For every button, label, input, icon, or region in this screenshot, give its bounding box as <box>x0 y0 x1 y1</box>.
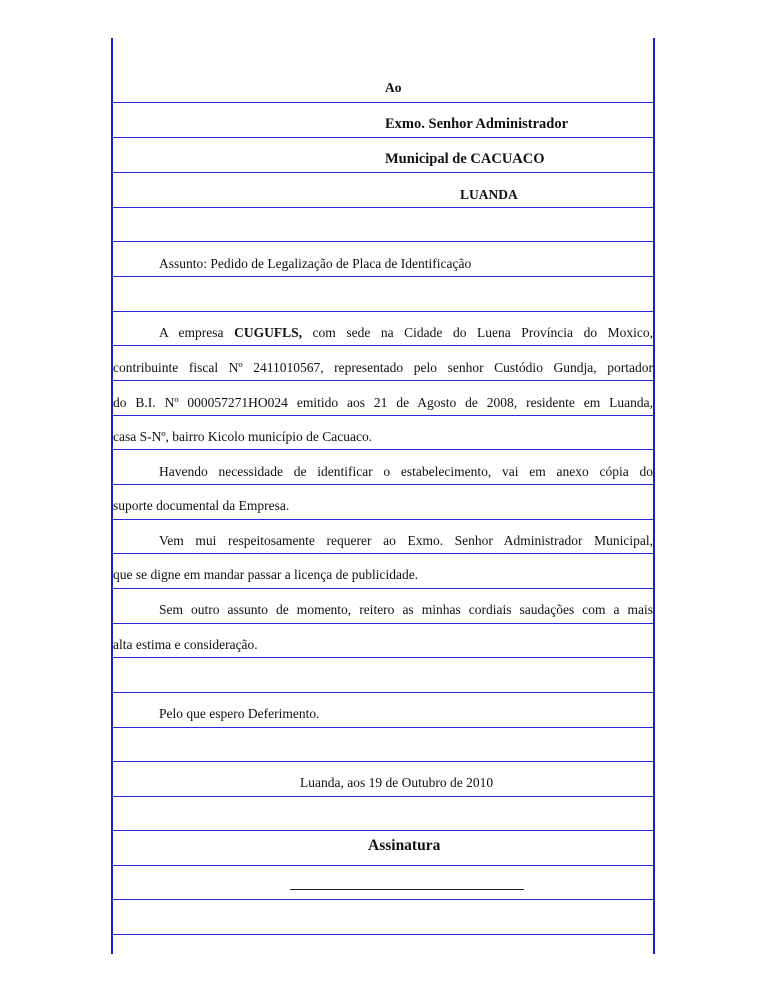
header-municipality: Municipal de CACUACO <box>385 151 545 167</box>
ruled-line <box>112 934 654 935</box>
company-name: CUGUFLS, <box>234 325 302 340</box>
paragraph-3-line-1: Vem mui respeitosamente requerer ao Exmo. Senhor Administrador Municipal, <box>159 533 653 548</box>
ruled-line <box>112 830 654 831</box>
paragraph-3-line-2: que se digne em mandar passar a licença de publicidade. <box>113 567 419 582</box>
ruled-line <box>112 137 654 138</box>
paragraph-2-line-2: suporte documental da Empresa. <box>113 498 290 513</box>
header-city: LUANDA <box>460 187 518 202</box>
signature-label: Assinatura <box>368 837 441 854</box>
paragraph-1-line-1 <box>159 325 653 341</box>
ruled-line <box>112 241 654 242</box>
paragraph-1-line-2: contribuinte fiscal Nº 2411010567, representado pelo senhor Custódio Gundja, portador <box>113 360 653 375</box>
ruled-line <box>112 588 654 589</box>
ruled-line <box>112 276 654 277</box>
ruled-line <box>112 207 654 208</box>
ruled-line <box>112 657 654 658</box>
ruled-line <box>112 484 654 485</box>
ruled-line <box>112 761 654 762</box>
right-margin-rule <box>653 38 655 954</box>
header-addressee: Exmo. Senhor Administrador <box>385 116 569 132</box>
paragraph-1-prefix: A empresa <box>159 325 235 340</box>
paragraph-1-line-3: do B.I. Nº 000057271HO024 emitido aos 21 de Agosto de 2008, residente em Luanda, <box>113 395 653 410</box>
ruled-line <box>112 553 654 554</box>
ruled-line <box>112 519 654 520</box>
ruled-line <box>112 172 654 173</box>
ruled-line <box>112 380 654 381</box>
paragraph-4-line-1: Sem outro assunto de momento, reitero as minhas cordiais saudações com a mais <box>159 602 653 617</box>
date-line: Luanda, aos 19 de Outubro de 2010 <box>300 775 494 790</box>
ruled-line <box>112 345 654 346</box>
ruled-line <box>112 692 654 693</box>
closing-line: Pelo que espero Deferimento. <box>159 706 320 721</box>
ruled-line <box>112 102 654 103</box>
ruled-line <box>112 623 654 624</box>
ruled-line <box>112 449 654 450</box>
paragraph-1-line-4: casa S-Nº, bairro Kicolo município de Cacuaco. <box>113 429 373 444</box>
signature-line <box>290 889 524 890</box>
ruled-line <box>112 865 654 866</box>
paragraph-2-line-1: Havendo necessidade de identificar o estabelecimento, vai em anexo cópia do <box>159 464 653 479</box>
ruled-line <box>112 899 654 900</box>
ruled-line <box>112 727 654 728</box>
ruled-line <box>112 311 654 312</box>
ruled-line <box>112 796 654 797</box>
header-to: Ao <box>385 80 402 95</box>
paragraph-1-rest: com sede na Cidade do Luena Província do Moxico, <box>301 325 653 340</box>
subject-line: Assunto: Pedido de Legalização de Placa de Identificação <box>159 256 472 271</box>
paragraph-4-line-2: alta estima e consideração. <box>113 637 258 652</box>
ruled-line <box>112 415 654 416</box>
left-margin-rule <box>111 38 113 954</box>
